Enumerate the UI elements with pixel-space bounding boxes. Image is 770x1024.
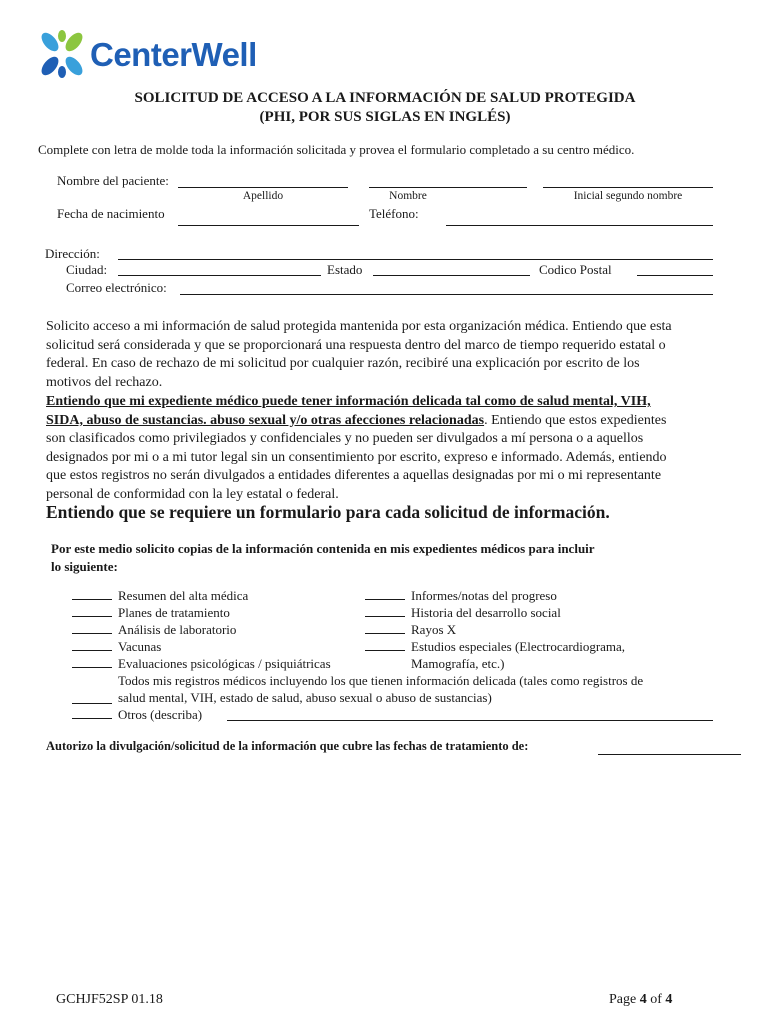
- option-label: Otros (describa): [118, 707, 203, 722]
- state-label: Estado: [327, 262, 363, 277]
- treatment-dates-field[interactable]: [598, 754, 741, 755]
- page-number: [609, 992, 672, 1008]
- first-name-caption: Nombre: [389, 190, 427, 202]
- option-blank[interactable]: [72, 621, 112, 634]
- record-option[interactable]: [72, 587, 248, 604]
- zip-field[interactable]: [637, 275, 713, 276]
- all-records-line2: salud mental, VIH, estado de salud, abuso sexual o abuso de sustancias): [118, 690, 492, 705]
- option-blank[interactable]: [365, 621, 405, 634]
- email-label: Correo electrónico:: [66, 280, 167, 295]
- page-current: 4: [639, 992, 647, 1007]
- record-option[interactable]: [365, 621, 456, 638]
- one-form-notice: Entiendo que se requiere un formulario para cada solicitud de información.: [46, 502, 610, 522]
- option-label: Informes/notas del progreso: [411, 588, 557, 603]
- dob-label: Fecha de nacimiento: [57, 206, 165, 221]
- page-of: of: [646, 992, 666, 1007]
- last-name-caption: Apellido: [242, 190, 284, 202]
- centerwell-logo: [38, 28, 278, 84]
- leaf-icon: [38, 30, 86, 80]
- phone-field[interactable]: [446, 225, 713, 226]
- city-field[interactable]: [118, 275, 321, 276]
- record-option[interactable]: [365, 604, 561, 621]
- middle-initial-caption: Inicial segundo nombre: [573, 190, 683, 202]
- request-statement: Solicito acceso a mi información de salud protegida mantenida por esta organización médica. Entiendo que esta solicitud será considerada y que se proporcionará una respuesta dentro del marco de tiempo requerido estatal o federal. En caso de rechazo de mi solicitud por cualquier razón, recibiré una explicación por escrito de los motivos del rechazo.: [46, 319, 672, 390]
- page-total: 4: [665, 992, 673, 1007]
- record-option[interactable]: [365, 638, 625, 655]
- record-option[interactable]: [365, 587, 557, 604]
- other-option[interactable]: [72, 706, 202, 723]
- option-blank[interactable]: [72, 604, 112, 617]
- middle-initial-field[interactable]: [543, 187, 713, 188]
- option-label: Planes de tratamiento: [118, 605, 230, 620]
- logo-text: CenterWell: [90, 36, 257, 73]
- option-label: Estudios especiales (Electrocardiograma,: [411, 639, 626, 654]
- sensitive-info-emphasis: Entiendo que mi expediente médico puede tener información delicada tal como de salud mental, VIH, SIDA, abuso de sustancias. abuso sexual y/o otras afecciones relacionadas: [46, 394, 651, 428]
- all-records-line1: Todos mis registros médicos incluyendo los que tienen información delicada (tales como registros de: [118, 673, 644, 688]
- email-field[interactable]: [180, 294, 713, 295]
- option-blank[interactable]: [72, 706, 112, 719]
- sensitive-info-text: . Entiendo que estos expedientes son clasificados como privilegiados y confidenciales y no pueden ser divulgados a mí persona o a aquellos designados por mi o a mi tutor legal sin un consentimiento por escrito, expreso e informado. Además, entiendo que estos registros no serán divulgados a entidades diferentes a aquellas designadas por mi o mi representante personal de conformidad con la ley estatal o federal.: [46, 412, 667, 502]
- page-prefix: Page: [609, 992, 640, 1007]
- city-label: Ciudad:: [66, 262, 108, 277]
- request-copies-line1: Por este medio solicito copias de la información contenida en mis expedientes médicos para incluir: [51, 541, 595, 556]
- state-field[interactable]: [373, 275, 530, 276]
- option-label: Evaluaciones psicológicas / psiquiátricas: [118, 656, 331, 671]
- option-blank[interactable]: [365, 587, 405, 600]
- address-field[interactable]: [118, 259, 713, 260]
- zip-label: Codico Postal: [539, 262, 612, 277]
- record-option[interactable]: [72, 655, 331, 672]
- sensitive-info-statement: [46, 393, 686, 504]
- all-records-blank[interactable]: [72, 703, 112, 704]
- form-code: GCHJF52SP 01.18: [56, 992, 163, 1007]
- option-blank[interactable]: [72, 638, 112, 651]
- request-copies-line2: lo siguiente:: [51, 559, 118, 574]
- other-describe-field[interactable]: [227, 720, 713, 721]
- option-label: Análisis de laboratorio: [118, 622, 237, 637]
- patient-name-label: Nombre del paciente:: [57, 173, 169, 188]
- phone-label: Teléfono:: [369, 206, 419, 221]
- form-title-line1: SOLICITUD DE ACCESO A LA INFORMACIÓN DE SALUD PROTEGIDA: [134, 90, 636, 106]
- first-name-field[interactable]: [369, 187, 527, 188]
- form-title-line2: (PHI, POR SUS SIGLAS EN INGLÉS): [259, 109, 511, 125]
- option-blank[interactable]: [365, 604, 405, 617]
- last-name-field[interactable]: [178, 187, 348, 188]
- authorize-dates-label: Autorizo la divulgación/solicitud de la información que cubre las fechas de tratamiento de:: [46, 739, 529, 753]
- record-option[interactable]: [72, 604, 230, 621]
- dob-field[interactable]: [178, 225, 359, 226]
- address-label: Dirección:: [45, 246, 100, 261]
- option-blank[interactable]: [72, 655, 112, 668]
- option-label: Rayos X: [411, 622, 457, 637]
- instructions: Complete con letra de molde toda la información solicitada y provea el formulario completado a su centro médico.: [38, 142, 635, 157]
- option-label-continued: Mamografía, etc.): [411, 656, 505, 671]
- option-label: Historia del desarrollo social: [411, 605, 561, 620]
- option-label: Resumen del alta médica: [118, 588, 249, 603]
- option-blank[interactable]: [72, 587, 112, 600]
- record-option[interactable]: [72, 638, 161, 655]
- record-option[interactable]: [72, 621, 236, 638]
- option-blank[interactable]: [365, 638, 405, 651]
- option-label: Vacunas: [118, 639, 162, 654]
